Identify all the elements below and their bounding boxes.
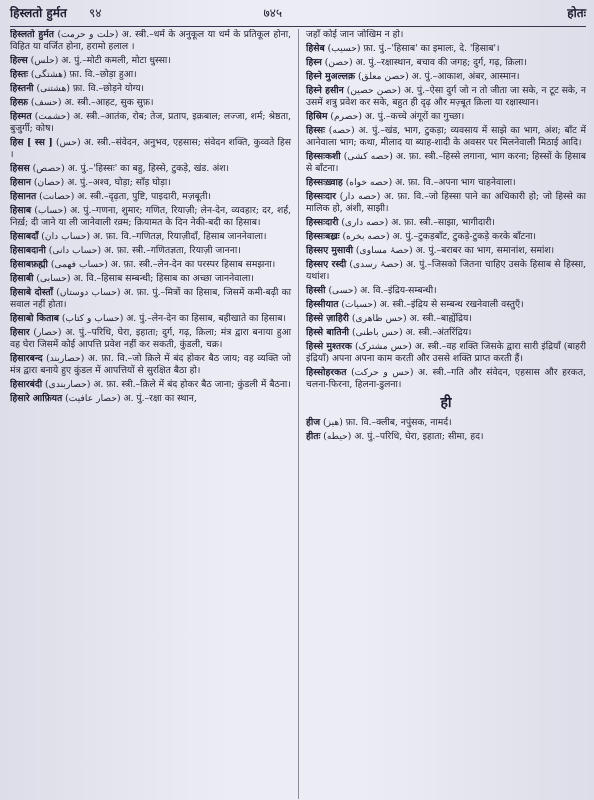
dictionary-entry	[306, 29, 586, 41]
dictionary-entry	[10, 55, 291, 67]
headword: हिसाबदानी	[10, 244, 46, 256]
headword: हिसाब	[10, 205, 32, 217]
right-entries-after-group	[306, 417, 586, 443]
definition: अ. स्त्री.–इंद्रिय से सम्बन्ध रखनेवाली वस्तुएँ।	[379, 298, 524, 310]
headword: हिस्सए मुसावी	[306, 244, 353, 256]
headword: हिसाबी	[10, 273, 34, 285]
urdu-spelling: (حساب)	[34, 205, 67, 217]
headword: हिस्से मुश्तरक	[306, 341, 352, 353]
urdu-spelling: (حصه داری)	[341, 216, 389, 228]
dictionary-entry	[10, 245, 291, 257]
dictionary-entry	[306, 327, 586, 339]
headword: हिस [ स्स ]	[10, 136, 53, 148]
urdu-spelling: (حسی)	[328, 284, 358, 296]
right-column	[298, 29, 586, 799]
urdu-spelling: (حصص)	[32, 162, 65, 174]
definition: अ. स्त्री.–धर्म के अनुकूल या धर्म के प्रतिकूल होना, विहित या वर्जित होना, हरामो हलाल ।	[10, 29, 291, 52]
headword: हिसान	[10, 176, 31, 188]
dictionary-entry	[306, 367, 586, 390]
definition: अ. वि.–इंद्रिय-सम्बन्धी।	[360, 284, 437, 296]
dictionary-entry	[10, 137, 291, 160]
dictionary-entry	[306, 125, 586, 148]
definition: अ. पुं.–गणना, शुमार; गणित, रियाज़ी; लेन-देन, व्यवहार; दर, शर्ह, निर्ख़; दी जाने या ली जानेवाली रक़्म; क़ियामत के दिन नेकी-बदी का हिसाब।	[10, 205, 292, 228]
dictionary-entry	[306, 431, 586, 443]
dictionary-entry	[306, 71, 586, 83]
urdu-spelling: (حساب دان)	[41, 230, 91, 242]
headword: हिल्स	[10, 54, 28, 66]
dictionary-entry	[306, 177, 586, 189]
definition: अ. पुं.–लेन-देन का हिसाब, बहीखाते का हिसाब।	[126, 313, 286, 325]
left-column	[10, 29, 298, 799]
definition: फ़ा. वि.–क्लीब, नपुंसक, नामर्द।	[345, 417, 452, 429]
urdu-spelling: (حس مشترک)	[354, 341, 412, 353]
urdu-spelling: (حصه خواه)	[345, 176, 393, 188]
dictionary-entry	[10, 111, 291, 134]
definition: अ. स्त्री.–अंतरिंद्रिय।	[405, 327, 472, 339]
dictionary-entry	[306, 85, 586, 108]
definition: अ. फ़ा. वि.–जो क़िले में बंद होकर बैठ जाय; वह व्यक्ति जो मंत्र द्वारा बनाये हुए कुंडल में आपत्तियों से सुरक्षित बैठा हो।	[10, 352, 291, 376]
headword: हिसानत	[10, 190, 37, 202]
definition: अ. पुं.–खंड, भाग, टुकड़ा; व्यवसाय में साझे का भाग, अंश; बाँट में आनेवाला भाग; कथा, मीलाद या ब्याह-शादी के अवसर पर मिलनेवाली मिठाई आदि।	[306, 125, 586, 148]
section-heading: ही	[440, 395, 452, 412]
columns	[10, 29, 586, 799]
headword: हिस्मत	[10, 111, 32, 123]
urdu-spelling: (حصۂ رسدی)	[349, 259, 403, 271]
definition: अ. पुं.–मोटी कमली, मोटा धुस्सा।	[61, 54, 171, 66]
dictionary-entry	[10, 97, 291, 109]
headword: हिस्सःदार	[306, 190, 337, 202]
urdu-spelling: (حس)	[55, 136, 81, 148]
definition: फ़ा. वि.–छोड़ने योग्य।	[72, 82, 145, 94]
definition: अ. फ़ा. पुं.–मित्रों का हिसाब, जिसमें कमी-बढ़ी का सवाल नहीं होता।	[10, 287, 292, 310]
definition: अ. स्त्री.–वह शक्ति जिसके द्वारा सारी इंद्रियाँ (बाहरी इंद्रियाँ) अपना अपना काम करती और उससे शक्ति प्राप्त करती हैं।	[306, 341, 586, 364]
definition: अ. फ़ा. स्त्री.–गणितज्ञता, रियाज़ी जानना।	[103, 244, 241, 256]
urdu-spelling: (حس باطنی)	[351, 327, 403, 339]
definition: अ. फ़ा. स्त्री.–क़िले में बंद होकर बैठ जाना; कुंडली में बैठना।	[93, 378, 291, 390]
urdu-spelling: (حساب و کتاب)	[61, 313, 124, 325]
definition: अ. फ़ा. स्त्री.–लेन-देन का परस्पर हिसाब समझना।	[110, 259, 276, 271]
dictionary-entry	[10, 353, 291, 376]
definition: अ. पुं.–परिधि, घेरा, इहाता; दुर्ग, गढ़, क़िला; मंत्र द्वारा बनाया हुआ वह घेरा जिसमें कोई आपत्ति प्रवेश नहीं कर सकती, कुंडली, चक्र।	[10, 327, 291, 350]
urdu-spelling: (حصن)	[324, 57, 353, 69]
urdu-spelling: (حصن حصین)	[346, 85, 401, 97]
dictionary-entry	[306, 191, 586, 214]
definition: अ. पुं.–परिधि, घेरा, इहाता; सीमा, हद।	[354, 431, 484, 443]
urdu-spelling: (هیز)	[323, 417, 343, 429]
urdu-spelling: (حصۂ مساوی)	[355, 244, 413, 256]
definition: जहाँ कोई जान जोखिम न हो।	[306, 29, 404, 40]
header-rule	[10, 26, 586, 27]
dictionary-entry	[306, 111, 586, 123]
headword: हिसेब	[306, 43, 325, 55]
headword: हिस्सःख़्वाह	[306, 176, 343, 188]
urdu-spelling: (حلس)	[30, 54, 59, 66]
dictionary-entry	[306, 259, 586, 282]
urdu-spelling: (هشتنی)	[36, 82, 70, 94]
headword: हिस्सःदारी	[306, 216, 339, 228]
headword: हिस्सःकशी	[306, 151, 341, 163]
definition: अ. पुं.–आकाश, अंबर, आस्मान।	[411, 71, 520, 83]
dictionary-entry	[306, 43, 586, 55]
header-left-title: हिस्लतो हुर्मत	[10, 6, 67, 20]
right-entries-group	[306, 29, 586, 390]
definition: फ़ा. वि.–छोड़ा हुआ।	[69, 68, 137, 80]
definition: अ. फ़ा. वि.–गणितज्ञ, रियाज़ीदाँ, हिसाब जाननेवाला।	[93, 230, 267, 242]
urdu-spelling: (حسابی)	[36, 273, 71, 285]
dictionary-entry	[10, 259, 291, 271]
urdu-spelling: (حس و حرکت)	[351, 367, 414, 378]
page-header	[10, 4, 586, 26]
definition: अ. पुं.–बराबर का भाग, समानांश, समांश।	[415, 244, 555, 256]
definition: अ. फ़ा. वि.–अपना भाग चाहनेवाला।	[395, 176, 516, 188]
headword: हिस्से बातिनी	[306, 327, 350, 339]
dictionary-entry	[10, 393, 291, 405]
headword: हिस्फ़	[10, 97, 28, 109]
dictionary-entry	[10, 29, 291, 52]
dictionary-entry	[10, 69, 291, 81]
urdu-spelling: (حصانت)	[39, 190, 75, 202]
dictionary-entry	[306, 57, 586, 69]
headword: हिस्सए रस्दी	[306, 259, 347, 271]
dictionary-entry	[10, 273, 291, 285]
headword: हिस्तनी	[10, 82, 34, 94]
dictionary-entry	[10, 231, 291, 243]
urdu-spelling: (حساب دانی)	[48, 244, 102, 256]
definition: अ. स्त्री.–बाह्येंद्रिय।	[409, 313, 472, 325]
dictionary-entry	[306, 417, 586, 429]
header-left-number: ९४	[89, 6, 102, 20]
urdu-spelling: (حسیات)	[341, 298, 377, 310]
dictionary-entry	[10, 287, 291, 310]
definition: अ. फ़ा. स्त्री.–साझा, भागीदारी।	[391, 216, 495, 228]
definition: अ. पुं.–अश्व, घोड़ा; साँड़ घोड़ा।	[67, 176, 171, 188]
urdu-spelling: (حس ظاهری)	[351, 313, 407, 325]
definition: फ़ा. पुं.–'हिसाब' का इमालः, दे. 'हिसाब'।	[363, 43, 500, 55]
headword: हिस्सी	[306, 284, 326, 296]
urdu-spelling: (حصن معلق)	[357, 71, 409, 83]
definition: अ. पुं.–ऐसा दुर्ग जो न तो जीता जा सके, न टूट सके, न उसमें शत्रु प्रवेश कर सके, बहुत ही दृढ़ और मज़्बूत क़िला या रक्षास्थान।	[306, 85, 586, 109]
dictionary-entry	[10, 177, 291, 189]
header-right-title: होतः	[567, 6, 586, 20]
definition: अ. पुं.–कच्चे अंगूरों का गुच्छा।	[364, 111, 465, 123]
headword: हिस्सोहरकत	[306, 367, 347, 378]
headword: हिसारे आफ़ियत	[10, 392, 63, 404]
headword: हिस्सःबख़्रः	[306, 230, 340, 242]
headword: हिस्ने हसीन	[306, 85, 344, 97]
headword: हिसस	[10, 162, 30, 174]
headword: हिस्रिम	[306, 111, 328, 123]
urdu-spelling: (حشمت)	[34, 111, 71, 123]
definition: अ. स्त्री.–आतंक, रोब; तेज, प्रताप, इक़बाल; लज्जा, शर्म; श्रेष्ठता, बुजुर्गी; कोष।	[10, 111, 291, 134]
urdu-spelling: (حصاربند)	[46, 352, 85, 364]
urdu-spelling: (حیطه)	[323, 431, 352, 443]
definition: अ. फ़ा. स्त्री.–हिस्से लगाना, भाग करना; हिस्सों के हिसाब से बाँटना।	[306, 151, 586, 174]
page-number: ७४५	[263, 6, 283, 20]
headword: हिसाबफ़ह्मी	[10, 259, 48, 271]
dictionary-entry	[10, 205, 291, 228]
header-left	[10, 4, 263, 21]
dictionary-entry	[10, 191, 291, 203]
urdu-spelling: (حصه کشی)	[343, 151, 393, 163]
definition: अ. वि.–हिसाब सम्बन्धी; हिसाब का अच्छा जाननेवाला।	[73, 273, 254, 285]
urdu-spelling: (حصه)	[328, 125, 355, 137]
dictionary-entry	[10, 379, 291, 391]
dictionary-entry	[306, 231, 586, 243]
headword: हीतः	[306, 431, 321, 443]
dictionary-entry	[306, 245, 586, 257]
dictionary-entry	[10, 163, 291, 175]
dictionary-entry	[10, 327, 291, 350]
urdu-spelling: (حسیب)	[327, 43, 361, 55]
headword: हिसार	[10, 327, 30, 339]
urdu-spelling: (حصه دار)	[339, 190, 381, 202]
dictionary-entry	[10, 313, 291, 325]
headword: हिस्न	[306, 57, 322, 69]
headword: हिस्से ज़ाहिरी	[306, 313, 349, 325]
definition: अ. पुं.–टुकड़बाँट, टुकड़े-टुकड़े करके बाँटना।	[392, 230, 537, 242]
urdu-spelling: (حصار)	[33, 327, 62, 339]
headword: हिस्लतो हुर्मत	[10, 29, 54, 40]
dictionary-entry	[306, 285, 586, 297]
dictionary-entry	[306, 299, 586, 311]
dictionary-entry	[10, 83, 291, 95]
headword: हिसाबदाँ	[10, 230, 39, 242]
definition: अ. स्त्री.–गति और संवेदन, एहसास और हरकत, चलना-फिरना, हिलना-डुलना।	[306, 367, 586, 390]
headword: हीज	[306, 417, 321, 429]
headword: हिस्ने मुअल्लक़	[306, 71, 356, 83]
headword: हिसाबे दोस्ताँ	[10, 287, 54, 299]
urdu-spelling: (حصاربندی)	[45, 378, 91, 390]
dictionary-entry	[306, 151, 586, 174]
definition: अ. स्त्री.–संवेदन, अनुभव, एहसास; संवेदन शक्ति, कुव्वते हिस ।	[10, 136, 292, 160]
urdu-spelling: (حصه بخره)	[342, 230, 390, 242]
headword: हिस्सः	[306, 125, 325, 137]
headword: हिसारबन्द	[10, 352, 43, 364]
urdu-spelling: (حصان)	[33, 176, 65, 188]
dictionary-entry	[306, 217, 586, 229]
definition: अ. पुं.–'हिस्सः' का बहु, हिस्से, टुकड़े, खंड. अंश।	[67, 162, 229, 174]
definition: अ. फ़ा. वि.–जो हिस्सा पाने का अधिकारी हो; जो हिस्से का मालिक हो, अंशी, साझी।	[306, 190, 586, 214]
definition: अ. पुं.–जिसको जितना चाहिए उसके हिसाब से हिस्सा, यथांश।	[306, 259, 586, 282]
urdu-spelling: (حصار عافیت)	[65, 392, 121, 404]
urdu-spelling: (حلت و حرمت)	[57, 29, 119, 40]
definition: अ. पुं.–रक्षा का स्थान,	[123, 392, 197, 404]
urdu-spelling: (هشتگی)	[30, 68, 67, 80]
headword: हिसाबो किताब	[10, 313, 59, 325]
definition: अ. स्त्री.–दृढ़ता, पुष्टि, पाइदारी, मज़बूती।	[77, 190, 211, 202]
headword: हिस्सीयात	[306, 298, 339, 310]
definition: अ. पुं.–रक्षास्थान, बचाव की जगह; दुर्ग, गढ़, क़िला।	[355, 57, 527, 69]
dictionary-entry	[306, 341, 586, 364]
headword: हिसारबंदी	[10, 378, 43, 390]
urdu-spelling: (حصرم)	[330, 111, 362, 123]
headword: हिस्तः	[10, 68, 28, 80]
urdu-spelling: (حسف)	[30, 97, 62, 109]
urdu-spelling: (حساب فهمی)	[50, 259, 108, 271]
definition: अ. स्त्री.–आहट, सुक सुफ़।	[64, 97, 154, 109]
dictionary-entry	[306, 313, 586, 325]
urdu-spelling: (حساب دوستاں)	[56, 287, 121, 299]
